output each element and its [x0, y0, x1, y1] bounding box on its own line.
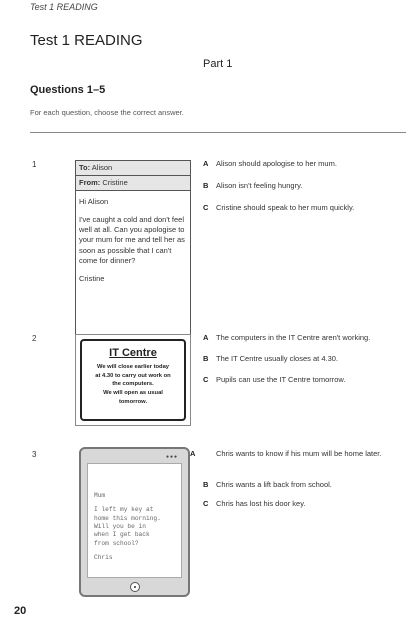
sign-line: We will close earlier today [96, 364, 170, 370]
option-2c[interactable] [203, 375, 403, 385]
page-title: Test 1 READING [30, 32, 143, 49]
option-3c[interactable] [203, 499, 403, 509]
note-message: I've caught a cold and don't feel well at all. Can you apologise to your mum for me and tell her as soon as possible that I can't come for dinner? [79, 215, 185, 265]
note-to-row [76, 161, 190, 176]
message-greeting: Mum [94, 492, 106, 499]
question-number-2: 2 [32, 334, 37, 343]
option-3a[interactable] [190, 449, 416, 459]
sign-line: tomorrow. [118, 398, 148, 405]
note-from-row [76, 176, 190, 191]
note-greeting: Hi Alison [79, 197, 109, 206]
message-signoff: Chris [94, 554, 113, 562]
notice-sign [75, 334, 191, 426]
option-text: Cristine should speak to her mum quickly. [216, 203, 355, 212]
instruction-text: For each question, choose the correct answer. [30, 108, 184, 117]
option-letter: B [203, 354, 209, 363]
option-text: Alison isn't feeling hungry. [216, 181, 303, 190]
tablet-device [79, 447, 190, 597]
sign-line: the computers. [112, 381, 154, 388]
running-head: Test 1 READING [30, 2, 98, 12]
option-1c[interactable] [203, 203, 403, 213]
message-body: I left my key at home this morning. Will you be in when I get back from school? [94, 506, 161, 547]
option-text: Chris has lost his door key. [216, 499, 306, 508]
sign-line: We will open as usual [103, 390, 163, 397]
option-2b[interactable] [203, 354, 403, 364]
divider [30, 132, 406, 133]
option-letter: C [203, 203, 209, 212]
option-letter: A [203, 159, 209, 168]
option-letter: B [203, 480, 209, 489]
tablet-screen [87, 463, 182, 578]
note-signoff: Cristine [79, 273, 105, 283]
sign-text [82, 363, 184, 406]
option-3b[interactable] [203, 480, 403, 490]
sign-line: at 4.30 to carry out work on [95, 372, 171, 379]
note-to-value: Alison [91, 163, 113, 172]
sign-border [80, 339, 186, 421]
option-text: The computers in the IT Centre aren't working. [216, 333, 371, 342]
option-text: Pupils can use the IT Centre tomorrow. [216, 375, 346, 384]
part-heading: Part 1 [203, 58, 233, 70]
option-2a[interactable] [203, 333, 403, 343]
option-text: Chris wants to know if his mum will be home later. [216, 449, 382, 458]
option-letter: B [203, 181, 209, 190]
tablet-message [88, 464, 181, 563]
option-text: Alison should apologise to her mum. [216, 159, 337, 168]
questions-heading: Questions 1–5 [30, 84, 106, 96]
option-text: The IT Centre usually closes at 4.30. [216, 354, 339, 363]
option-letter: A [190, 449, 196, 458]
note-to-label: To: [79, 163, 91, 172]
note-from-label: From: [79, 178, 101, 187]
option-1b[interactable] [203, 181, 403, 191]
question-number-3: 3 [32, 450, 37, 459]
note-card [75, 160, 191, 335]
question-number-1: 1 [32, 160, 37, 169]
sign-title: IT Centre [109, 347, 157, 359]
note-body [76, 191, 190, 284]
option-1a[interactable] [203, 159, 403, 169]
option-letter: C [203, 375, 209, 384]
option-letter: A [203, 333, 209, 342]
option-letter: C [203, 499, 209, 508]
page-number: 20 [14, 605, 27, 617]
tablet-status-dots-icon: ●●● [165, 454, 178, 460]
option-text: Chris wants a lift back from school. [216, 480, 332, 489]
home-button-icon [130, 582, 140, 592]
note-from-value: Cristine [102, 178, 128, 187]
